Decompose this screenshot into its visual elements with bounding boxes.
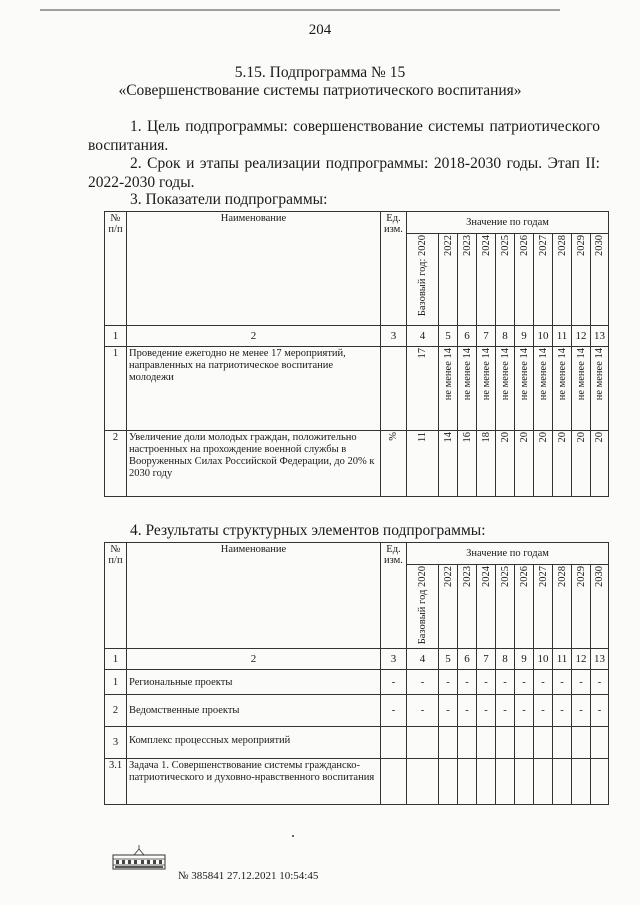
column-number: 13 bbox=[591, 649, 609, 670]
row-value bbox=[534, 759, 553, 805]
column-number: 4 bbox=[407, 326, 439, 347]
column-number: 7 bbox=[477, 649, 496, 670]
header-year: 2023 bbox=[458, 565, 477, 649]
row-base-value: 17 bbox=[407, 347, 439, 431]
row-value: - bbox=[553, 670, 572, 695]
row-value bbox=[439, 759, 458, 805]
row-value: 20 bbox=[496, 431, 515, 497]
page-number: 204 bbox=[308, 22, 332, 38]
results-heading: 4. Результаты структурных элементов подпрограммы: bbox=[130, 522, 486, 539]
column-number: 4 bbox=[407, 649, 439, 670]
indicators-heading: 3. Показатели подпрограммы: bbox=[130, 191, 328, 208]
table-row bbox=[105, 695, 609, 727]
scan-speck bbox=[292, 835, 294, 837]
row-base-value: 11 bbox=[407, 431, 439, 497]
header-name: Наименование bbox=[127, 212, 381, 326]
row-value: не менее 14 bbox=[439, 347, 458, 431]
row-value bbox=[591, 727, 609, 759]
row-value bbox=[515, 759, 534, 805]
row-value bbox=[553, 759, 572, 805]
row-base-value bbox=[407, 727, 439, 759]
row-value: - bbox=[458, 695, 477, 727]
building-stamp-icon bbox=[112, 842, 166, 872]
header-year: 2024 bbox=[477, 234, 496, 326]
row-value: - bbox=[515, 695, 534, 727]
row-value: - bbox=[439, 670, 458, 695]
column-numbers-row bbox=[105, 326, 609, 347]
row-value bbox=[553, 727, 572, 759]
row-value bbox=[477, 759, 496, 805]
column-number: 13 bbox=[591, 326, 609, 347]
header-year: 2029 bbox=[572, 565, 591, 649]
row-value: - bbox=[534, 695, 553, 727]
header-year: 2022 bbox=[439, 234, 458, 326]
indicators-table bbox=[104, 211, 609, 497]
row-value: не менее 14 bbox=[553, 347, 572, 431]
row-value: 20 bbox=[591, 431, 609, 497]
table-row bbox=[105, 670, 609, 695]
column-number: 12 bbox=[572, 326, 591, 347]
column-numbers-row bbox=[105, 649, 609, 670]
header-year: 2028 bbox=[553, 234, 572, 326]
row-value: - bbox=[591, 695, 609, 727]
subprogram-title: 5.15. Подпрограмма № 15 bbox=[234, 64, 406, 81]
column-number: 12 bbox=[572, 649, 591, 670]
header-year: 2027 bbox=[534, 234, 553, 326]
row-value: 20 bbox=[534, 431, 553, 497]
row-value: - bbox=[572, 695, 591, 727]
column-number: 6 bbox=[458, 649, 477, 670]
row-value: не менее 14 bbox=[572, 347, 591, 431]
row-number: 1 bbox=[105, 347, 127, 431]
header-name: Наименование bbox=[127, 543, 381, 649]
column-number: 8 bbox=[496, 326, 515, 347]
table-row bbox=[105, 727, 609, 759]
column-number: 3 bbox=[381, 326, 407, 347]
header-base-year: Базовый год 2020 bbox=[407, 565, 439, 649]
row-value bbox=[458, 727, 477, 759]
row-name: Задача 1. Совершенствование системы гражданско-патриотического и духовно-нравственного воспитания bbox=[127, 759, 381, 805]
column-number: 6 bbox=[458, 326, 477, 347]
row-value: не менее 14 bbox=[496, 347, 515, 431]
term-paragraph: 2. Срок и этапы реализации подпрограммы: 2018-2030 годы. Этап II: 2022-2030 годы. bbox=[88, 155, 600, 191]
row-value bbox=[572, 759, 591, 805]
column-number: 7 bbox=[477, 326, 496, 347]
row-unit: % bbox=[381, 431, 407, 497]
header-year: 2024 bbox=[477, 565, 496, 649]
column-number: 5 bbox=[439, 326, 458, 347]
row-value bbox=[496, 727, 515, 759]
row-value: не менее 14 bbox=[534, 347, 553, 431]
row-unit bbox=[381, 727, 407, 759]
column-number: 1 bbox=[105, 649, 127, 670]
row-name: Ведомственные проекты bbox=[127, 695, 381, 727]
header-values-by-year: Значение по годам bbox=[407, 212, 609, 234]
header-year: 2026 bbox=[515, 234, 534, 326]
row-number: 3 bbox=[105, 727, 127, 759]
column-number: 10 bbox=[534, 649, 553, 670]
table-row bbox=[105, 347, 609, 431]
row-name: Проведение ежегодно не менее 17 мероприятий, направленных на патриотическое воспитание молодежи bbox=[127, 347, 381, 431]
row-value: - bbox=[477, 670, 496, 695]
row-unit bbox=[381, 347, 407, 431]
header-base-year: Базовый год: 2020 bbox=[407, 234, 439, 326]
header-year: 2030 bbox=[591, 565, 609, 649]
row-value: - bbox=[515, 670, 534, 695]
row-value: не менее 14 bbox=[515, 347, 534, 431]
row-number: 2 bbox=[105, 431, 127, 497]
header-values-by-year: Значение по годам bbox=[407, 543, 609, 565]
header-unit: Ед. изм. bbox=[381, 212, 407, 326]
subprogram-subtitle: «Совершенствование системы патриотического воспитания» bbox=[118, 82, 522, 99]
row-base-value bbox=[407, 759, 439, 805]
row-value: 14 bbox=[439, 431, 458, 497]
header-year: 2023 bbox=[458, 234, 477, 326]
row-value: - bbox=[553, 695, 572, 727]
table-row bbox=[105, 759, 609, 805]
row-value: 16 bbox=[458, 431, 477, 497]
column-number: 1 bbox=[105, 326, 127, 347]
row-value: - bbox=[496, 695, 515, 727]
row-name: Комплекс процессных мероприятий bbox=[127, 727, 381, 759]
header-year: 2028 bbox=[553, 565, 572, 649]
header-year: 2025 bbox=[496, 234, 515, 326]
row-number: 3.1 bbox=[105, 759, 127, 805]
header-year: 2025 bbox=[496, 565, 515, 649]
column-number: 2 bbox=[127, 649, 381, 670]
row-value: - bbox=[591, 670, 609, 695]
column-number: 3 bbox=[381, 649, 407, 670]
row-unit: - bbox=[381, 695, 407, 727]
row-value: - bbox=[572, 670, 591, 695]
row-unit bbox=[381, 759, 407, 805]
header-year: 2029 bbox=[572, 234, 591, 326]
row-value bbox=[591, 759, 609, 805]
row-value: - bbox=[496, 670, 515, 695]
header-year: 2030 bbox=[591, 234, 609, 326]
column-number: 2 bbox=[127, 326, 381, 347]
row-value bbox=[515, 727, 534, 759]
row-name: Региональные проекты bbox=[127, 670, 381, 695]
row-value bbox=[496, 759, 515, 805]
row-base-value: - bbox=[407, 670, 439, 695]
header-num: № п/п bbox=[105, 212, 127, 326]
header-unit: Ед. изм. bbox=[381, 543, 407, 649]
row-value: - bbox=[534, 670, 553, 695]
row-value: не менее 14 bbox=[458, 347, 477, 431]
results-table bbox=[104, 542, 609, 805]
row-value: 20 bbox=[572, 431, 591, 497]
row-number: 2 bbox=[105, 695, 127, 727]
row-unit: - bbox=[381, 670, 407, 695]
row-value bbox=[572, 727, 591, 759]
header-num: № п/п bbox=[105, 543, 127, 649]
row-value: не менее 14 bbox=[591, 347, 609, 431]
row-name: Увеличение доли молодых граждан, положительно настроенных на прохождение военной службы в Вооруженных Силах Российской Федерации, до 20% к 2030 году bbox=[127, 431, 381, 497]
row-value: 20 bbox=[515, 431, 534, 497]
column-number: 9 bbox=[515, 326, 534, 347]
header-year: 2022 bbox=[439, 565, 458, 649]
header-year: 2026 bbox=[515, 565, 534, 649]
row-value bbox=[439, 727, 458, 759]
row-value bbox=[458, 759, 477, 805]
column-number: 9 bbox=[515, 649, 534, 670]
column-number: 5 bbox=[439, 649, 458, 670]
column-number: 10 bbox=[534, 326, 553, 347]
column-number: 8 bbox=[496, 649, 515, 670]
scan-edge-line bbox=[40, 9, 560, 11]
header-year: 2027 bbox=[534, 565, 553, 649]
table-row bbox=[105, 431, 609, 497]
row-value bbox=[534, 727, 553, 759]
row-number: 1 bbox=[105, 670, 127, 695]
row-value: не менее 14 bbox=[477, 347, 496, 431]
row-value: - bbox=[477, 695, 496, 727]
row-value: - bbox=[458, 670, 477, 695]
column-number: 11 bbox=[553, 326, 572, 347]
registration-number: № 385841 27.12.2021 10:54:45 bbox=[178, 870, 319, 882]
column-number: 11 bbox=[553, 649, 572, 670]
row-value: 20 bbox=[553, 431, 572, 497]
row-base-value: - bbox=[407, 695, 439, 727]
goal-paragraph: 1. Цель подпрограммы: совершенствование системы патриотического воспитания. bbox=[88, 118, 600, 154]
row-value: - bbox=[439, 695, 458, 727]
row-value: 18 bbox=[477, 431, 496, 497]
row-value bbox=[477, 727, 496, 759]
